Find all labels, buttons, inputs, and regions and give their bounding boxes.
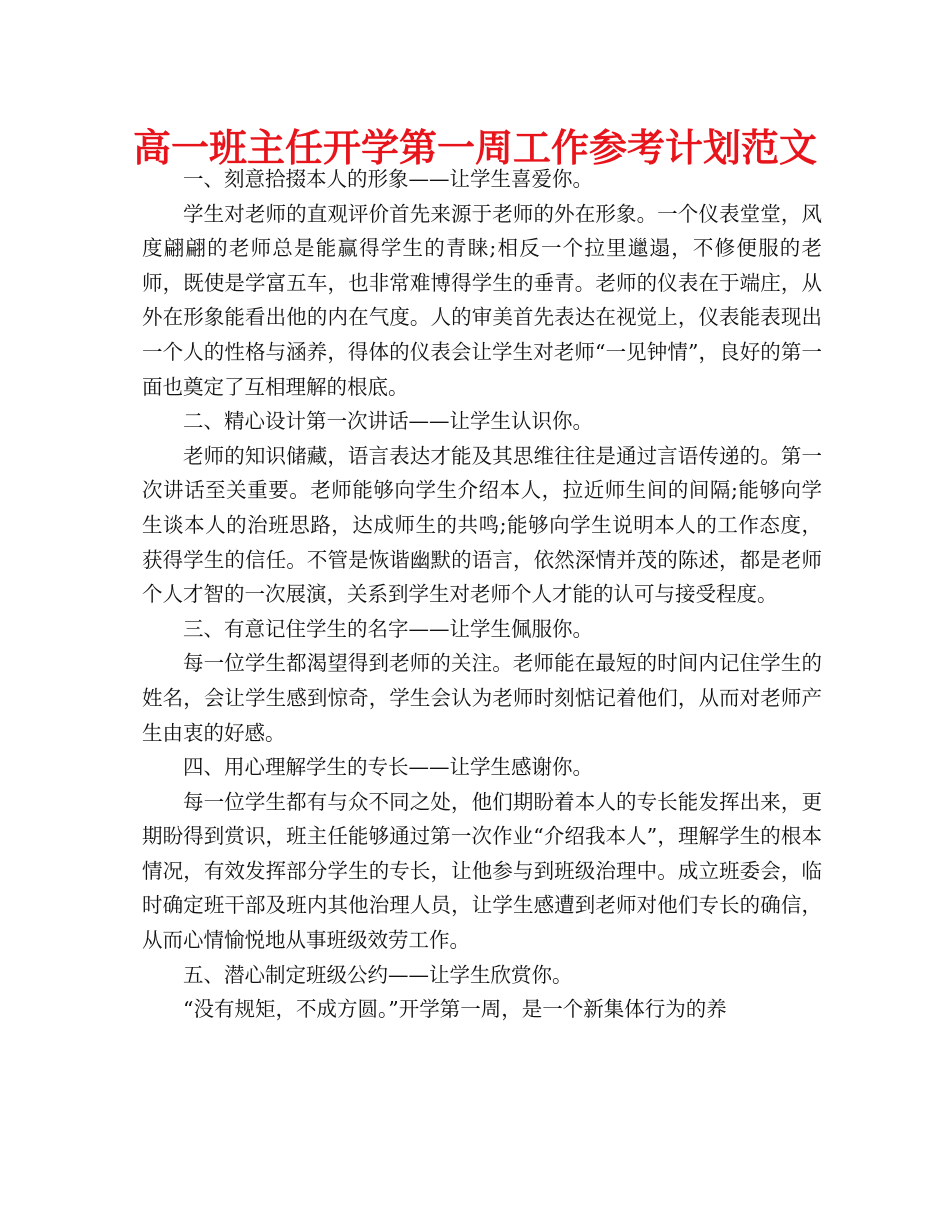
section-paragraph-5: “没有规矩，不成方圆。”开学第一周，是一个新集体行为的养 (183, 997, 727, 1022)
section-paragraph-3: 每一位学生都渴望得到老师的关注。老师能在最短的时间内记住学生的姓名，会让学生感到惊奇，学生会认为老师时刻惦记着他们，从而对老师产生由衷的好感。 (142, 651, 822, 745)
document-title: 高一班主任开学第一周工作参考计划范文 (132, 126, 817, 170)
document-body (142, 162, 822, 1027)
section-paragraph-2: 老师的知识储藏，语言表达才能及其思维往往是通过言语传递的。第一次讲话至关重要。老师能够向学生介绍本人，拉近师生间的间隔;能够向学生谈本人的治班思路，达成师生的共鸣;能够向学生说明本人的工作态度，获得学生的信任。不管是恢谐幽默的语言，依然深情并茂的陈述，都是老师个人才智的一次展演，关系到学生对老师个人才能的认可与接受程度。 (142, 443, 822, 607)
section-paragraph-1: 学生对老师的直观评价首先来源于老师的外在形象。一个仪表堂堂，风度翩翩的老师总是能赢得学生的青睐;相反一个拉里邋遢，不修便服的老师，既使是学富五车，也非常难博得学生的垂青。老师的仪表在于端庄，从外在形象能看出他的内在气度。人的审美首先表达在视觉上，仪表能表现出一个人的性格与涵养，得体的仪表会让学生对老师“一见钟情”，良好的第一面也奠定了互相理解的根底。 (142, 201, 822, 399)
section-heading-1: 一、刻意拾掇本人的形象——让学生喜爱你。 (183, 167, 593, 191)
section-heading-3: 三、有意记住学生的名字——让学生佩服你。 (183, 616, 593, 641)
section-paragraph-4: 每一位学生都有与众不同之处，他们期盼着本人的专长能发挥出来，更期盼得到赏识，班主任能够通过第一次作业“介绍我本人”，理解学生的根本情况，有效发挥部分学生的专长，让他参与到班级治理中。成立班委会，临时确定班干部及班内其他治理人员，让学生感遭到老师对他们专长的确信，从而心情愉悦地从事班级效劳工作。 (142, 789, 822, 953)
section-heading-4: 四、用心理解学生的专长——让学生感谢你。 (183, 755, 593, 780)
section-heading-2: 二、精心设计第一次讲话——让学生认识你。 (183, 409, 593, 434)
section-heading-5: 五、潜心制定班级公约——让学生欣赏你。 (183, 962, 573, 987)
